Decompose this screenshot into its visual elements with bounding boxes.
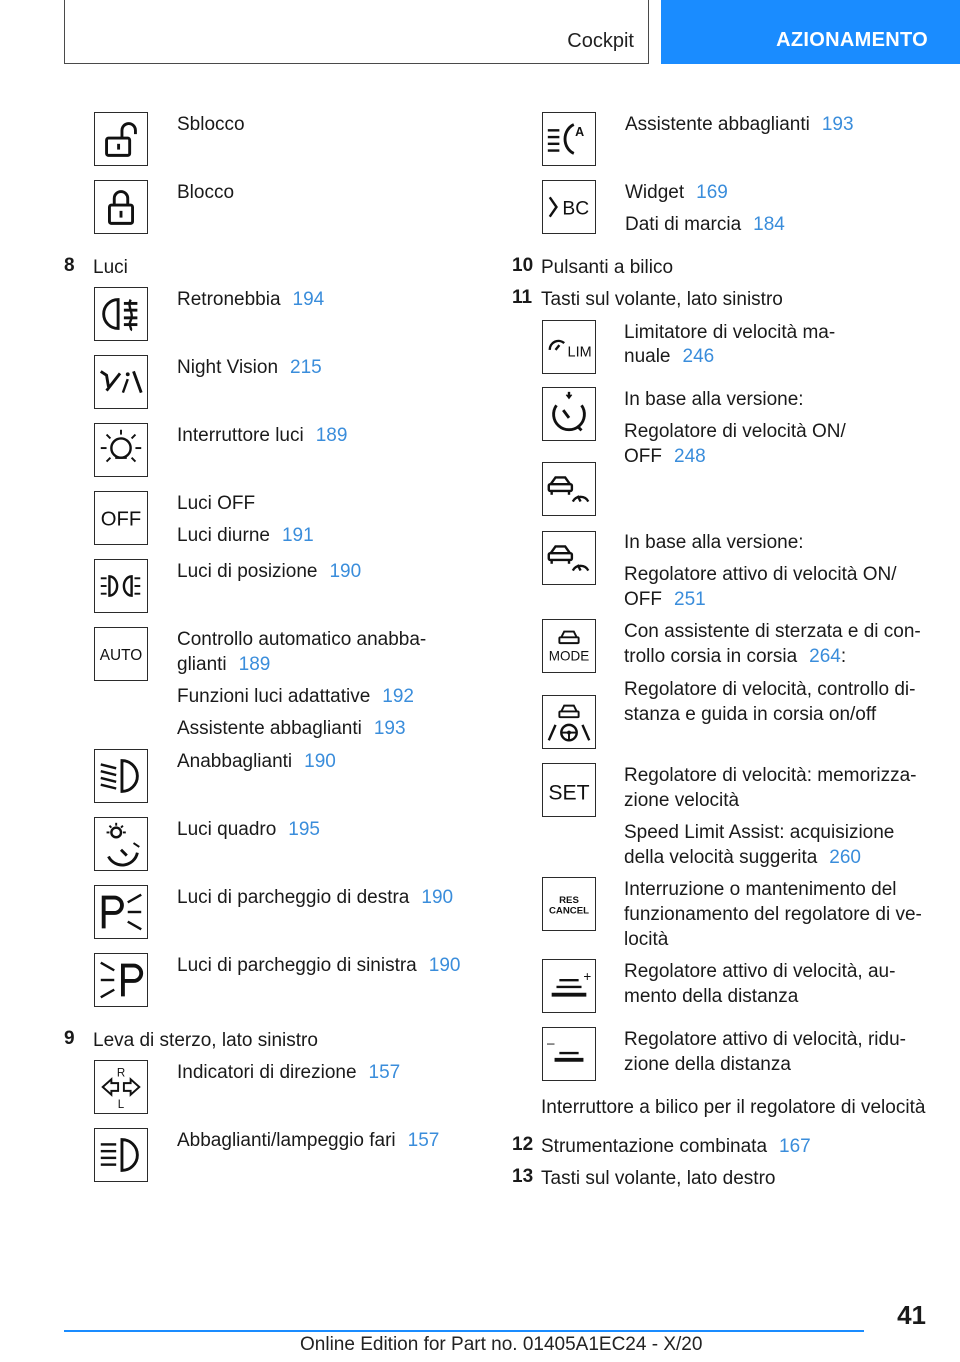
rear-fog-light-icon <box>94 287 148 341</box>
page-ref[interactable]: 190 <box>304 751 336 772</box>
steering-assistant-label-line2: trollo corsia in corsia 264: <box>624 646 847 667</box>
auto-headlight-icon <box>94 627 148 681</box>
footer-rule <box>64 1330 864 1332</box>
mode-icon <box>542 619 596 673</box>
adaptive-lights-label: Funzioni luci adattative 192 <box>177 686 414 707</box>
page-ref[interactable]: 194 <box>292 289 325 310</box>
lane-guidance-label-line2: stanza e guida in corsia on/off <box>624 704 877 725</box>
distance-increase-icon <box>542 959 596 1013</box>
lock-label: Blocco <box>177 182 235 203</box>
section-title-wheel-left: Tasti sul volante, lato sinistro <box>541 289 783 310</box>
active-cruise-label-line1: Regolatore attivo di velocità ON/ <box>624 564 897 585</box>
trip-data-label: Dati di marcia 184 <box>625 214 785 235</box>
section-title-rocker-buttons: Pulsanti a bilico <box>541 257 674 278</box>
section-title-instrument-cluster: Strumentazione combinata 167 <box>541 1136 811 1157</box>
header-chapter <box>661 0 960 64</box>
high-beam-assistant-icon <box>542 112 596 166</box>
svg-text:LIM: LIM <box>567 344 592 361</box>
section-title-lights: Luci <box>93 257 128 278</box>
page-ref[interactable]: 157 <box>368 1062 401 1083</box>
set-speed-label-line1: Regolatore di velocità: memorizza- <box>624 765 917 786</box>
svg-text:RES: RES <box>559 895 579 907</box>
unlock-icon <box>94 112 148 166</box>
instrument-lighting-label: Luci quadro 195 <box>177 819 320 840</box>
page-ref[interactable]: 157 <box>407 1130 440 1151</box>
section-number-13: 13 <box>512 1166 534 1187</box>
page-ref[interactable]: 169 <box>696 182 728 203</box>
speed-limiter-icon <box>542 320 596 374</box>
section-number-8: 8 <box>64 255 75 276</box>
section-number-10: 10 <box>512 255 534 276</box>
page-ref[interactable]: 246 <box>682 346 715 367</box>
section-number-11: 11 <box>512 287 533 308</box>
page-ref[interactable]: 167 <box>779 1136 811 1157</box>
page-ref[interactable]: 192 <box>382 686 414 707</box>
cruise-control-icon <box>542 387 596 441</box>
page-ref[interactable]: 193 <box>373 718 406 739</box>
widget-label: Widget 169 <box>625 182 728 203</box>
speed-limit-assist-label-line2: della velocità suggerita 260 <box>624 847 861 868</box>
instrument-lighting-icon <box>94 817 148 871</box>
section-number-9: 9 <box>64 1028 75 1049</box>
active-cruise-control-icon <box>542 462 596 516</box>
set-speed-label-line2: zione velocità <box>624 790 740 811</box>
speed-limit-assist-label-line1: Speed Limit Assist: acquisizione <box>624 822 895 843</box>
lock-icon <box>94 180 148 234</box>
page-ref[interactable]: 248 <box>674 446 706 467</box>
page-ref[interactable]: 191 <box>281 525 314 546</box>
version-note-2: In base alla versione: <box>624 532 804 553</box>
page-ref[interactable]: 195 <box>288 819 320 840</box>
page-ref[interactable]: 251 <box>674 589 706 610</box>
page-ref[interactable]: 190 <box>428 955 461 976</box>
low-beam-icon <box>94 749 148 803</box>
distance-increase-label-line1: Regolatore attivo di velocità, au- <box>624 961 896 982</box>
auto-low-beam-label-line2: glianti 189 <box>177 654 271 675</box>
distance-decrease-icon <box>542 1027 596 1081</box>
rear-fog-light-label: Retronebbia 194 <box>177 289 325 310</box>
position-lights-label: Luci di posizione 190 <box>177 561 362 582</box>
cruise-control-label-line1: Regolatore di velocità ON/ <box>624 421 846 442</box>
svg-text:AUTO: AUTO <box>99 646 143 664</box>
high-beam-label: Abbaglianti/lampeggio fari 157 <box>177 1130 440 1151</box>
svg-text:MODE: MODE <box>548 648 590 664</box>
steering-assistant-label-line1: Con assistente di sterzata e di con- <box>624 621 921 642</box>
header-chapter-label: AZIONAMENTO <box>776 29 928 51</box>
svg-text:L: L <box>117 1099 125 1112</box>
page-ref[interactable]: 184 <box>753 214 785 235</box>
res-cancel-icon <box>542 877 596 931</box>
auto-low-beam-label-line1: Controllo automatico anabba- <box>177 629 427 650</box>
cruise-control-label-line2: OFF 248 <box>624 446 706 467</box>
night-vision-icon <box>94 355 148 409</box>
right-high-beam-assistant-label: Assistente abbaglianti 193 <box>625 114 854 135</box>
bc-widget-icon <box>542 180 596 234</box>
page-ref[interactable]: 264 <box>809 646 841 667</box>
parking-light-right-icon <box>94 885 148 939</box>
light-switch-icon <box>94 423 148 477</box>
section-number-12: 12 <box>512 1134 534 1155</box>
speed-limiter-label-line2: nuale 246 <box>624 346 715 367</box>
active-cruise-control-icon-2 <box>542 531 596 585</box>
header-section-box <box>64 0 649 64</box>
distance-increase-label-line2: mento della distanza <box>624 986 799 1007</box>
high-beam-icon <box>94 1128 148 1182</box>
section-title-steering-lever: Leva di sterzo, lato sinistro <box>93 1030 318 1051</box>
page-ref[interactable]: 190 <box>329 561 362 582</box>
footer-edition: Online Edition for Part no. 01405A1EC24 - X/20 <box>300 1334 703 1355</box>
distance-decrease-label-line1: Regolatore attivo di velocità, ridu- <box>624 1029 906 1050</box>
svg-text:BC: BC <box>562 198 590 220</box>
svg-text:A: A <box>575 125 585 140</box>
rocker-switch-caption: Interruttore a bilico per il regolatore di velocità <box>541 1097 926 1118</box>
page-number: 41 <box>897 1300 926 1330</box>
page-ref[interactable]: 189 <box>315 425 348 446</box>
svg-text:SET: SET <box>548 781 590 805</box>
active-cruise-label-line2: OFF 251 <box>624 589 706 610</box>
turn-signal-icon <box>94 1060 148 1114</box>
low-beam-label: Anabbaglianti 190 <box>177 751 336 772</box>
distance-decrease-label-line2: zione della distanza <box>624 1054 791 1075</box>
turn-signal-label: Indicatori di direzione 157 <box>177 1062 401 1083</box>
set-icon <box>542 763 596 817</box>
svg-text:+: + <box>583 969 592 985</box>
page-ref[interactable]: 260 <box>829 847 861 868</box>
daytime-lights-label: Luci diurne 191 <box>177 525 314 546</box>
lights-off-label: Luci OFF <box>177 493 256 514</box>
night-vision-label: Night Vision 215 <box>177 357 322 378</box>
unlock-label: Sblocco <box>177 114 245 135</box>
page-ref[interactable]: 215 <box>290 357 322 378</box>
svg-text:CANCEL: CANCEL <box>548 905 590 917</box>
header-section: Cockpit <box>567 30 634 52</box>
resume-cancel-label-line3: locità <box>624 929 669 950</box>
light-switch-label: Interruttore luci 189 <box>177 425 348 446</box>
position-lights-icon <box>94 559 148 613</box>
parking-light-right-label: Luci di parcheggio di destra 190 <box>177 887 454 908</box>
page-ref[interactable]: 189 <box>238 654 271 675</box>
page-ref[interactable]: 190 <box>421 887 454 908</box>
svg-text:OFF: OFF <box>100 508 142 531</box>
page-ref[interactable]: 193 <box>821 114 854 135</box>
parking-light-left-icon <box>94 953 148 1007</box>
svg-text:R: R <box>116 1067 126 1080</box>
lane-guidance-label-line1: Regolatore di velocità, controllo di- <box>624 679 916 700</box>
section-title-wheel-right: Tasti sul volante, lato destro <box>541 1168 776 1189</box>
svg-text:–: – <box>546 1035 555 1051</box>
resume-cancel-label-line1: Interruzione o mantenimento del <box>624 879 897 900</box>
high-beam-assistant-label: Assistente abbaglianti 193 <box>177 718 406 739</box>
version-note-1: In base alla versione: <box>624 389 804 410</box>
resume-cancel-label-line2: funzionamento del regolatore di ve- <box>624 904 922 925</box>
lights-off-icon <box>94 491 148 545</box>
parking-light-left-label: Luci di parcheggio di sinistra 190 <box>177 955 461 976</box>
speed-limiter-label-line1: Limitatore di velocità ma- <box>624 322 836 343</box>
lane-guidance-icon <box>542 695 596 749</box>
